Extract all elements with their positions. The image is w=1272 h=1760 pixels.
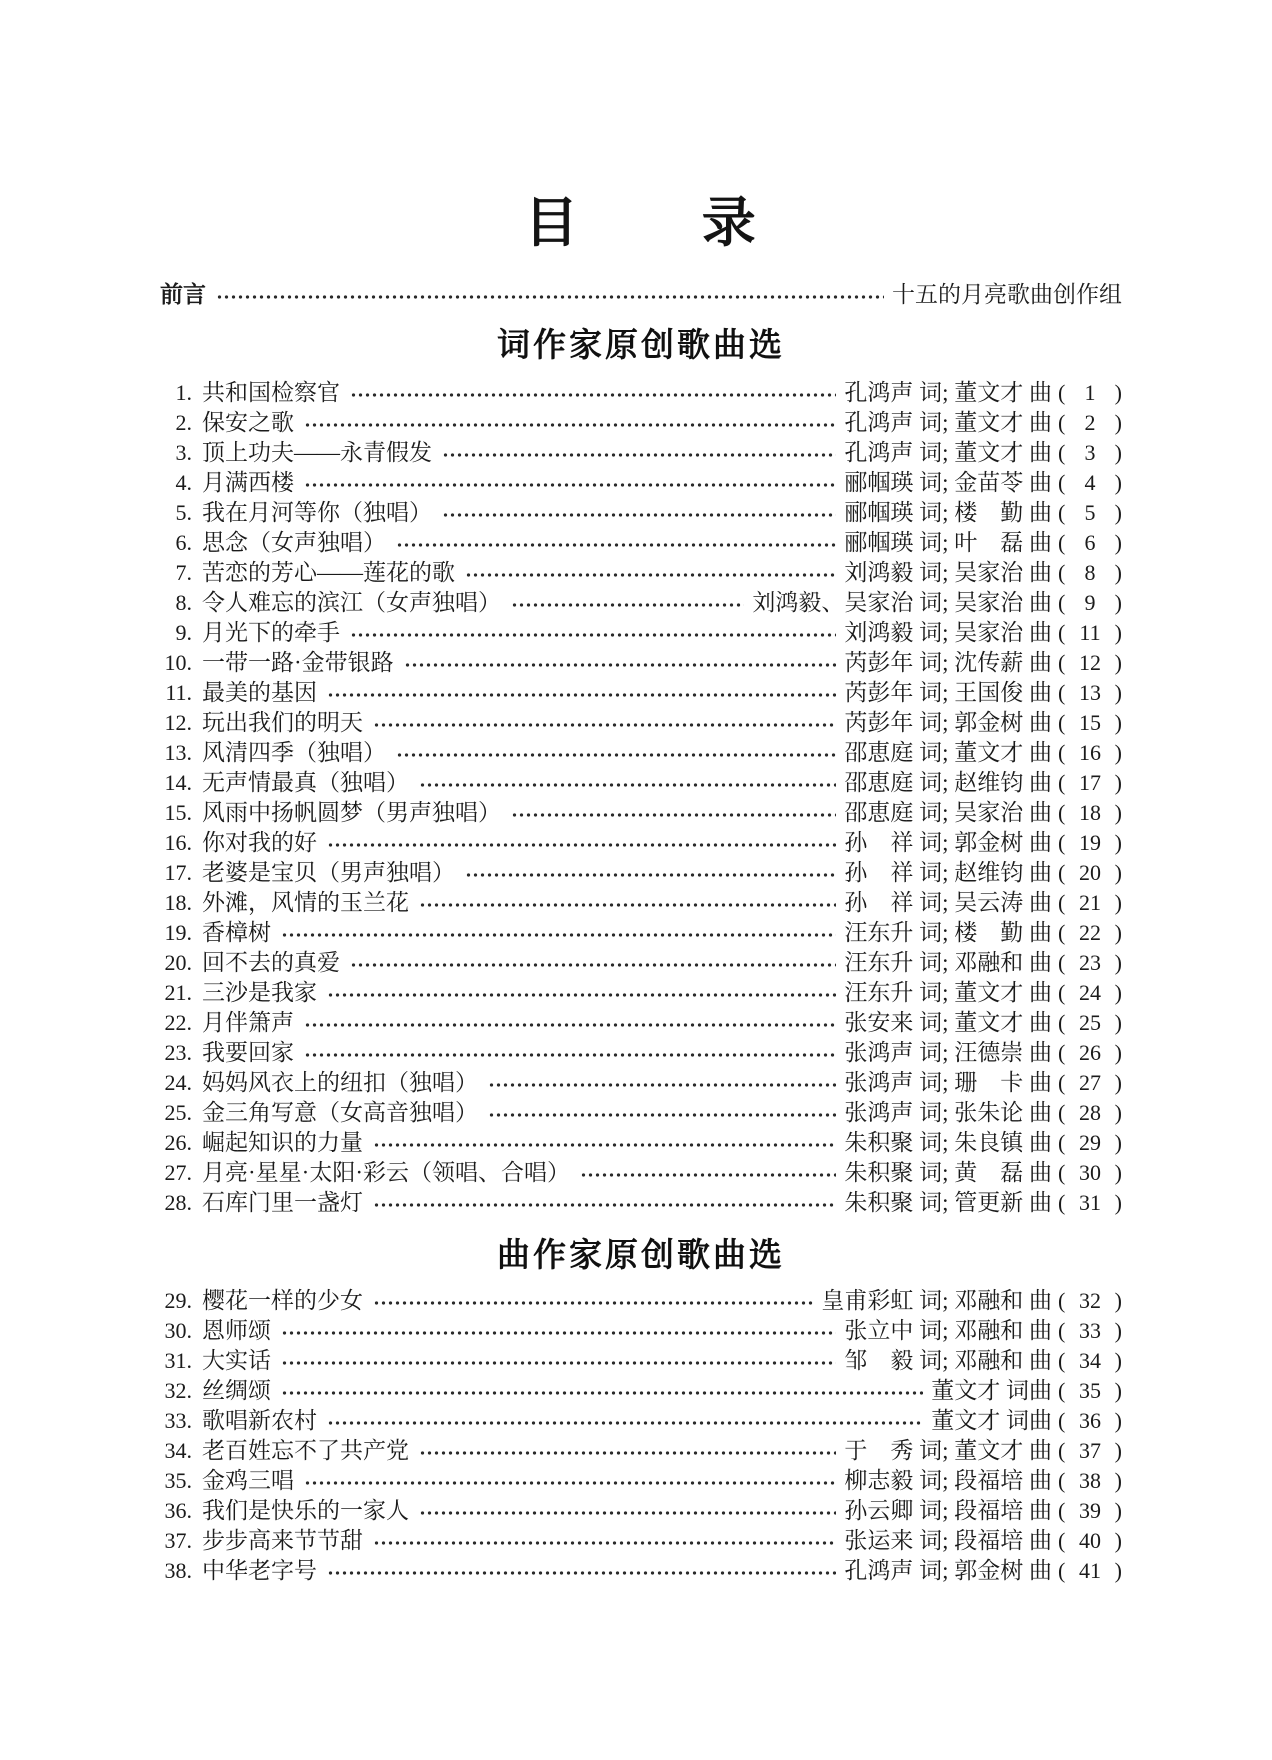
- entry-credit: 郦帼瑛 词; 叶 磊 曲: [844, 530, 1052, 555]
- song-title: 香樟树: [202, 920, 271, 945]
- page-number: ( 30 ): [1058, 1158, 1122, 1188]
- toc-entry: [160, 978, 1122, 1008]
- song-title: 石库门里一盏灯: [202, 1190, 363, 1215]
- toc-entry: [160, 468, 1122, 498]
- entry-credit: 芮彭年 词; 郭金树 曲: [844, 710, 1052, 735]
- entry-credit: 刘鸿毅 词; 吴家治 曲: [844, 620, 1052, 645]
- page-number: ( 36 ): [1058, 1406, 1122, 1436]
- song-title: 我们是快乐的一家人: [202, 1498, 409, 1523]
- song-title: 回不去的真爱: [202, 950, 340, 975]
- dot-leader: [373, 1141, 836, 1149]
- page-number: ( 38 ): [1058, 1466, 1122, 1496]
- entry-number: 20.: [164, 950, 192, 975]
- entry-number: 12.: [164, 710, 192, 735]
- entry-credit: 邹 毅 词; 邓融和 曲: [844, 1348, 1052, 1373]
- song-title: 我在月河等你（独唱）: [202, 500, 432, 525]
- dot-leader: [281, 1329, 836, 1337]
- toc-entry: [160, 888, 1122, 918]
- page-number: ( 4 ): [1058, 468, 1122, 498]
- preface-authors: 十五的月亮歌曲创作组: [892, 282, 1122, 307]
- page-number: ( 23 ): [1058, 948, 1122, 978]
- entry-credit: 朱积聚 词; 管更新 曲: [844, 1190, 1052, 1215]
- dot-leader: [442, 451, 836, 459]
- page-number: ( 33 ): [1058, 1316, 1122, 1346]
- entry-credit: 孔鸿声 词; 董文才 曲: [844, 380, 1052, 405]
- page-number: ( 16 ): [1058, 738, 1122, 768]
- entry-credit: 柳志毅 词; 段福培 曲: [844, 1468, 1052, 1493]
- page-number: ( 17 ): [1058, 768, 1122, 798]
- entry-credit: 孙 祥 词; 郭金树 曲: [844, 830, 1052, 855]
- entry-number: 15.: [164, 800, 192, 825]
- page-title: 目 录: [524, 193, 758, 253]
- entry-number: 30.: [164, 1318, 192, 1343]
- entry-credit: 邵恵庭 词; 董文才 曲: [844, 740, 1052, 765]
- toc-section: [160, 1234, 1122, 1586]
- dot-leader: [327, 991, 836, 999]
- entry-credit: 朱积聚 词; 黄 磊 曲: [844, 1160, 1052, 1185]
- toc-entry: [160, 1068, 1122, 1098]
- song-title: 我要回家: [202, 1040, 294, 1065]
- entry-number: 35.: [164, 1468, 192, 1493]
- entry-number: 18.: [164, 890, 192, 915]
- toc-entry: [160, 528, 1122, 558]
- song-title: 老百姓忘不了共产党: [202, 1438, 409, 1463]
- song-title: 妈妈风衣上的纽扣（独唱）: [202, 1070, 478, 1095]
- song-title: 丝绸颂: [202, 1378, 271, 1403]
- entry-number: 17.: [164, 860, 192, 885]
- page-number: ( 11 ): [1058, 618, 1122, 648]
- entry-number: 13.: [164, 740, 192, 765]
- song-title: 无声情最真（独唱）: [202, 770, 409, 795]
- toc-entry: [160, 1406, 1122, 1436]
- song-title: 月满西楼: [202, 470, 294, 495]
- dot-leader: [281, 1359, 836, 1367]
- entry-number: 1.: [175, 380, 192, 405]
- toc-entry: [160, 768, 1122, 798]
- dot-leader: [465, 571, 836, 579]
- entry-credit: 刘鸿毅 词; 吴家治 曲: [844, 560, 1052, 585]
- entry-credit: 皇甫彩虹 词; 邓融和 曲: [821, 1288, 1052, 1313]
- entry-number: 34.: [164, 1438, 192, 1463]
- dot-leader: [488, 1111, 836, 1119]
- page-number: ( 29 ): [1058, 1128, 1122, 1158]
- page-number: ( 2 ): [1058, 408, 1122, 438]
- entry-credit: 孙 祥 词; 赵维钧 曲: [844, 860, 1052, 885]
- dot-leader: [350, 961, 836, 969]
- page-number: ( 27 ): [1058, 1068, 1122, 1098]
- dot-leader: [373, 1539, 836, 1547]
- toc-entry: [160, 1038, 1122, 1068]
- entry-credit: 汪东升 词; 邓融和 曲: [844, 950, 1052, 975]
- song-title: 令人难忘的滨江（女声独唱）: [202, 590, 501, 615]
- page-number: ( 35 ): [1058, 1376, 1122, 1406]
- toc-entry: [160, 618, 1122, 648]
- page-number: ( 6 ): [1058, 528, 1122, 558]
- dot-leader: [281, 1389, 923, 1397]
- song-title: 月亮·星星·太阳·彩云（领唱、合唱）: [202, 1160, 570, 1185]
- dot-leader: [327, 1569, 836, 1577]
- entry-number: 5.: [175, 500, 192, 525]
- entry-number: 6.: [175, 530, 192, 555]
- entry-number: 37.: [164, 1528, 192, 1553]
- song-title: 一带一路·金带银路: [202, 650, 394, 675]
- dot-leader: [216, 293, 884, 301]
- entry-credit: 董文才 词曲: [931, 1378, 1052, 1403]
- dot-leader: [304, 1021, 836, 1029]
- page-number: ( 1 ): [1058, 378, 1122, 408]
- dot-leader: [442, 511, 836, 519]
- dot-leader: [373, 721, 836, 729]
- song-title: 玩出我们的明天: [202, 710, 363, 735]
- page-number: ( 8 ): [1058, 558, 1122, 588]
- dot-leader: [465, 871, 836, 879]
- entry-credit: 刘鸿毅、吴家治 词; 吴家治 曲: [752, 590, 1052, 615]
- song-title: 风清四季（独唱）: [202, 740, 386, 765]
- page-number: ( 5 ): [1058, 498, 1122, 528]
- page-number: ( 32 ): [1058, 1286, 1122, 1316]
- page-number: ( 25 ): [1058, 1008, 1122, 1038]
- song-title: 崛起知识的力量: [202, 1130, 363, 1155]
- song-title: 月光下的牵手: [202, 620, 340, 645]
- toc-entry: [160, 1188, 1122, 1218]
- entry-number: 29.: [164, 1288, 192, 1313]
- song-title: 最美的基因: [202, 680, 317, 705]
- dot-leader: [304, 1479, 836, 1487]
- toc-entry: [160, 918, 1122, 948]
- toc-entry: [160, 798, 1122, 828]
- toc-entry: [160, 1158, 1122, 1188]
- page-number: ( 3 ): [1058, 438, 1122, 468]
- entry-credit: 邵恵庭 词; 赵维钧 曲: [844, 770, 1052, 795]
- dot-leader: [488, 1081, 836, 1089]
- dot-leader: [327, 691, 836, 699]
- entry-credit: 芮彭年 词; 沈传薪 曲: [844, 650, 1052, 675]
- page-number: ( 12 ): [1058, 648, 1122, 678]
- entry-number: 28.: [164, 1190, 192, 1215]
- song-title: 你对我的好: [202, 830, 317, 855]
- toc-entry: [160, 678, 1122, 708]
- page-number: ( 31 ): [1058, 1188, 1122, 1218]
- toc-entry: [160, 1128, 1122, 1158]
- toc-entry: [160, 1286, 1122, 1316]
- entry-credit: 朱积聚 词; 朱良镇 曲: [844, 1130, 1052, 1155]
- page-number: ( 20 ): [1058, 858, 1122, 888]
- song-title: 共和国检察官: [202, 380, 340, 405]
- entry-number: 26.: [164, 1130, 192, 1155]
- dot-leader: [419, 1449, 836, 1457]
- dot-leader: [396, 541, 836, 549]
- page-number: ( 37 ): [1058, 1436, 1122, 1466]
- song-title: 大实话: [202, 1348, 271, 1373]
- song-title: 老婆是宝贝（男声独唱）: [202, 860, 455, 885]
- toc-entry: [160, 1098, 1122, 1128]
- song-title: 顶上功夫——永青假发: [202, 440, 432, 465]
- dot-leader: [350, 391, 836, 399]
- dot-leader: [373, 1299, 813, 1307]
- entry-number: 3.: [175, 440, 192, 465]
- song-title: 中华老字号: [202, 1558, 317, 1583]
- page-number: ( 28 ): [1058, 1098, 1122, 1128]
- entry-credit: 芮彭年 词; 王国俊 曲: [844, 680, 1052, 705]
- dot-leader: [404, 661, 837, 669]
- section-entries: [160, 1286, 1122, 1586]
- page-number: ( 41 ): [1058, 1556, 1122, 1586]
- song-title: 苦恋的芳心——莲花的歌: [202, 560, 455, 585]
- toc-entry: [160, 1316, 1122, 1346]
- page-number: ( 22 ): [1058, 918, 1122, 948]
- entry-number: 22.: [164, 1010, 192, 1035]
- toc-entry: [160, 408, 1122, 438]
- page-number: ( 15 ): [1058, 708, 1122, 738]
- page-number: ( 40 ): [1058, 1526, 1122, 1556]
- song-title: 金鸡三唱: [202, 1468, 294, 1493]
- page-number: ( 26 ): [1058, 1038, 1122, 1068]
- toc-entry: [160, 1496, 1122, 1526]
- toc-entry: [160, 558, 1122, 588]
- toc-entry: [160, 1466, 1122, 1496]
- page-number: ( 39 ): [1058, 1496, 1122, 1526]
- dot-leader: [419, 901, 836, 909]
- entry-credit: 孔鸿声 词; 董文才 曲: [844, 440, 1052, 465]
- song-title: 步步高来节节甜: [202, 1528, 363, 1553]
- section-entries: [160, 378, 1122, 1218]
- toc-entry: [160, 738, 1122, 768]
- entry-number: 38.: [164, 1558, 192, 1583]
- preface-row: [160, 280, 1122, 310]
- dot-leader: [327, 841, 836, 849]
- entry-credit: 张立中 词; 邓融和 曲: [844, 1318, 1052, 1343]
- entry-number: 11.: [165, 680, 192, 705]
- entry-credit: 张鸿声 词; 珊 卡 曲: [844, 1070, 1052, 1095]
- entry-number: 27.: [164, 1160, 192, 1185]
- entry-number: 36.: [164, 1498, 192, 1523]
- dot-leader: [419, 781, 836, 789]
- entry-number: 23.: [164, 1040, 192, 1065]
- entry-credit: 孔鸿声 词; 郭金树 曲: [844, 1558, 1052, 1583]
- entry-number: 19.: [164, 920, 192, 945]
- song-title: 樱花一样的少女: [202, 1288, 363, 1313]
- entry-number: 2.: [175, 410, 192, 435]
- dot-leader: [396, 751, 836, 759]
- entry-credit: 张鸿声 词; 汪德崇 曲: [844, 1040, 1052, 1065]
- dot-leader: [304, 1051, 836, 1059]
- page-number: ( 18 ): [1058, 798, 1122, 828]
- toc-section: [160, 324, 1122, 1218]
- song-title: 恩师颂: [202, 1318, 271, 1343]
- section-header: 词作家原创歌曲选: [497, 325, 785, 364]
- entry-credit: 张运来 词; 段福培 曲: [844, 1528, 1052, 1553]
- toc-entry: [160, 1008, 1122, 1038]
- entry-number: 4.: [175, 470, 192, 495]
- toc-entry: [160, 828, 1122, 858]
- song-title: 外滩，风情的玉兰花: [202, 890, 409, 915]
- dot-leader: [327, 1419, 923, 1427]
- entry-credit: 董文才 词曲: [931, 1408, 1052, 1433]
- song-title: 保安之歌: [202, 410, 294, 435]
- song-title: 风雨中扬帆圆梦（男声独唱）: [202, 800, 501, 825]
- toc-entry: [160, 1346, 1122, 1376]
- entry-number: 21.: [164, 980, 192, 1005]
- dot-leader: [580, 1171, 836, 1179]
- song-title: 月伴箫声: [202, 1010, 294, 1035]
- entry-number: 7.: [175, 560, 192, 585]
- dot-leader: [350, 631, 836, 639]
- entry-credit: 郦帼瑛 词; 楼 勤 曲: [844, 500, 1052, 525]
- entry-number: 16.: [164, 830, 192, 855]
- entry-number: 33.: [164, 1408, 192, 1433]
- song-title: 金三角写意（女高音独唱）: [202, 1100, 478, 1125]
- entry-credit: 孙 祥 词; 吴云涛 曲: [844, 890, 1052, 915]
- entry-number: 32.: [164, 1378, 192, 1403]
- entry-credit: 于 秀 词; 董文才 曲: [844, 1438, 1052, 1463]
- toc-entry: [160, 498, 1122, 528]
- dot-leader: [511, 811, 836, 819]
- page-number: ( 34 ): [1058, 1346, 1122, 1376]
- dot-leader: [419, 1509, 836, 1517]
- toc-entry: [160, 948, 1122, 978]
- song-title: 思念（女声独唱）: [202, 530, 386, 555]
- entry-credit: 张鸿声 词; 张朱论 曲: [844, 1100, 1052, 1125]
- toc-sections: [160, 324, 1122, 1586]
- entry-number: 31.: [164, 1348, 192, 1373]
- dot-leader: [511, 601, 744, 609]
- section-header: 曲作家原创歌曲选: [497, 1235, 785, 1274]
- entry-number: 10.: [164, 650, 192, 675]
- entry-credit: 孙云卿 词; 段福培 曲: [844, 1498, 1052, 1523]
- entry-credit: 郦帼瑛 词; 金苗苓 曲: [844, 470, 1052, 495]
- page-number: ( 9 ): [1058, 588, 1122, 618]
- entry-number: 8.: [175, 590, 192, 615]
- entry-number: 24.: [164, 1070, 192, 1095]
- page-number: ( 19 ): [1058, 828, 1122, 858]
- toc-entry: [160, 588, 1122, 618]
- toc-entry: [160, 1526, 1122, 1556]
- toc-entry: [160, 858, 1122, 888]
- dot-leader: [304, 421, 836, 429]
- song-title: 歌唱新农村: [202, 1408, 317, 1433]
- toc-entry: [160, 1376, 1122, 1406]
- entry-credit: 汪东升 词; 楼 勤 曲: [844, 920, 1052, 945]
- toc-entry: [160, 1556, 1122, 1586]
- entry-credit: 张安来 词; 董文才 曲: [844, 1010, 1052, 1035]
- entry-credit: 孔鸿声 词; 董文才 曲: [844, 410, 1052, 435]
- page-number: ( 24 ): [1058, 978, 1122, 1008]
- entry-credit: 邵恵庭 词; 吴家治 曲: [844, 800, 1052, 825]
- entry-number: 9.: [175, 620, 192, 645]
- toc-entry: [160, 1436, 1122, 1466]
- toc-entry: [160, 378, 1122, 408]
- toc-entry: [160, 708, 1122, 738]
- dot-leader: [281, 931, 836, 939]
- toc-entry: [160, 438, 1122, 468]
- preface-label: 前言: [160, 282, 206, 307]
- entry-credit: 汪东升 词; 董文才 曲: [844, 980, 1052, 1005]
- dot-leader: [304, 481, 836, 489]
- entry-number: 25.: [164, 1100, 192, 1125]
- toc-entry: [160, 648, 1122, 678]
- entry-number: 14.: [164, 770, 192, 795]
- page-number: ( 21 ): [1058, 888, 1122, 918]
- dot-leader: [373, 1201, 836, 1209]
- page-number: ( 13 ): [1058, 678, 1122, 708]
- song-title: 三沙是我家: [202, 980, 317, 1005]
